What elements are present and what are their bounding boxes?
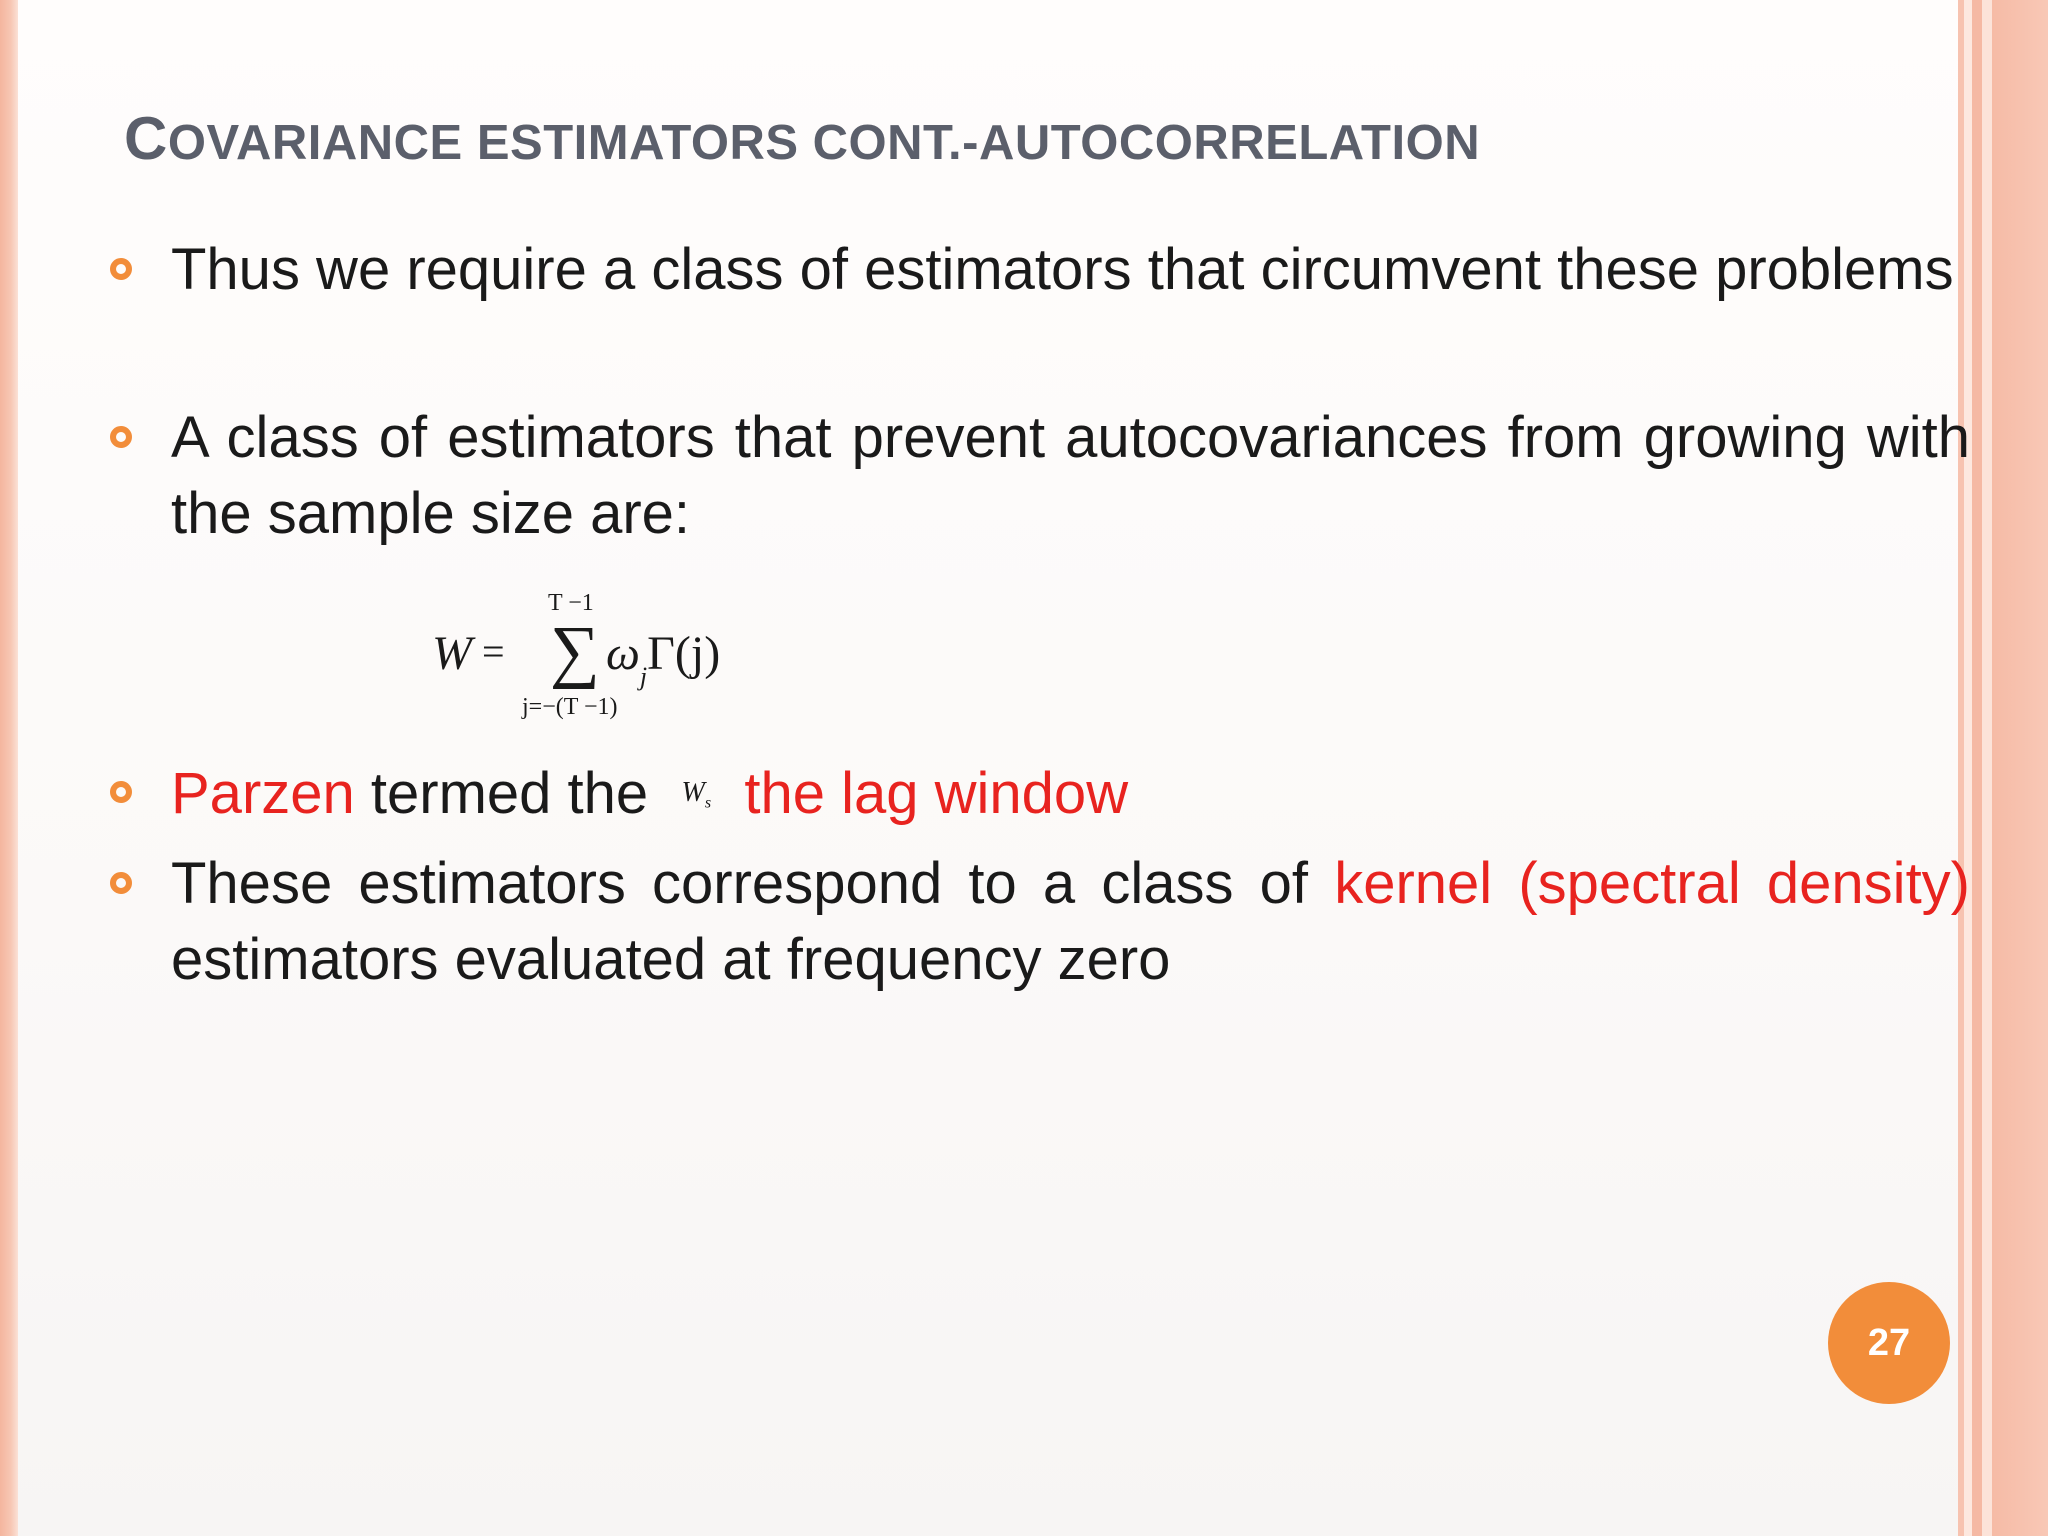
formula-lhs: W [432, 627, 472, 680]
termed-the-text: termed the [354, 761, 665, 826]
right-border-stripe [1982, 0, 1992, 1536]
bullet-icon [110, 781, 132, 803]
estimators-correspond-text: These estimators correspond to a class of [171, 851, 1335, 916]
bullet-icon [110, 872, 132, 894]
evaluated-text: estimators evaluated at frequency zero [171, 927, 1171, 992]
formula-upper-limit: T −1 [548, 590, 594, 616]
title-initial: C [124, 105, 168, 172]
bullet-icon [110, 426, 132, 448]
page-number-badge: 27 [1828, 1282, 1950, 1404]
bullet-icon [110, 258, 132, 280]
omega-subscript: j [639, 662, 648, 691]
formula-body [606, 626, 720, 692]
parzen-text: Parzen [171, 761, 355, 826]
lag-window-formula [420, 590, 780, 740]
slide-title [124, 104, 1480, 173]
bullet-text-4 [171, 846, 1970, 998]
bullet-text-1: Thus we require a class of estimators that circumvent these problems [171, 237, 1954, 302]
right-border-stripe [1972, 0, 1982, 1536]
summation-symbol: ∑ [550, 613, 600, 690]
right-border-band [1992, 0, 2048, 1536]
lag-window-symbol: $W_s$ [681, 777, 712, 812]
bullet-text-3 [171, 755, 1970, 842]
gamma-term: Γ(j) [647, 627, 721, 680]
title-rest: OVARIANCE ESTIMATORS CONT.-AUTOCORRELATION [167, 116, 1481, 170]
bullet-text-2: A class of estimators that prevent autocovariances from growing with the sample size are: [171, 405, 1970, 546]
omega-symbol: ω [606, 627, 640, 680]
formula-lower-limit: j=−(T −1) [522, 694, 618, 720]
kernel-text: kernel (spectral density) [1334, 851, 1970, 916]
lag-window-text: the lag window [744, 761, 1129, 826]
left-border [0, 0, 18, 1536]
formula-equals: = [482, 629, 505, 674]
